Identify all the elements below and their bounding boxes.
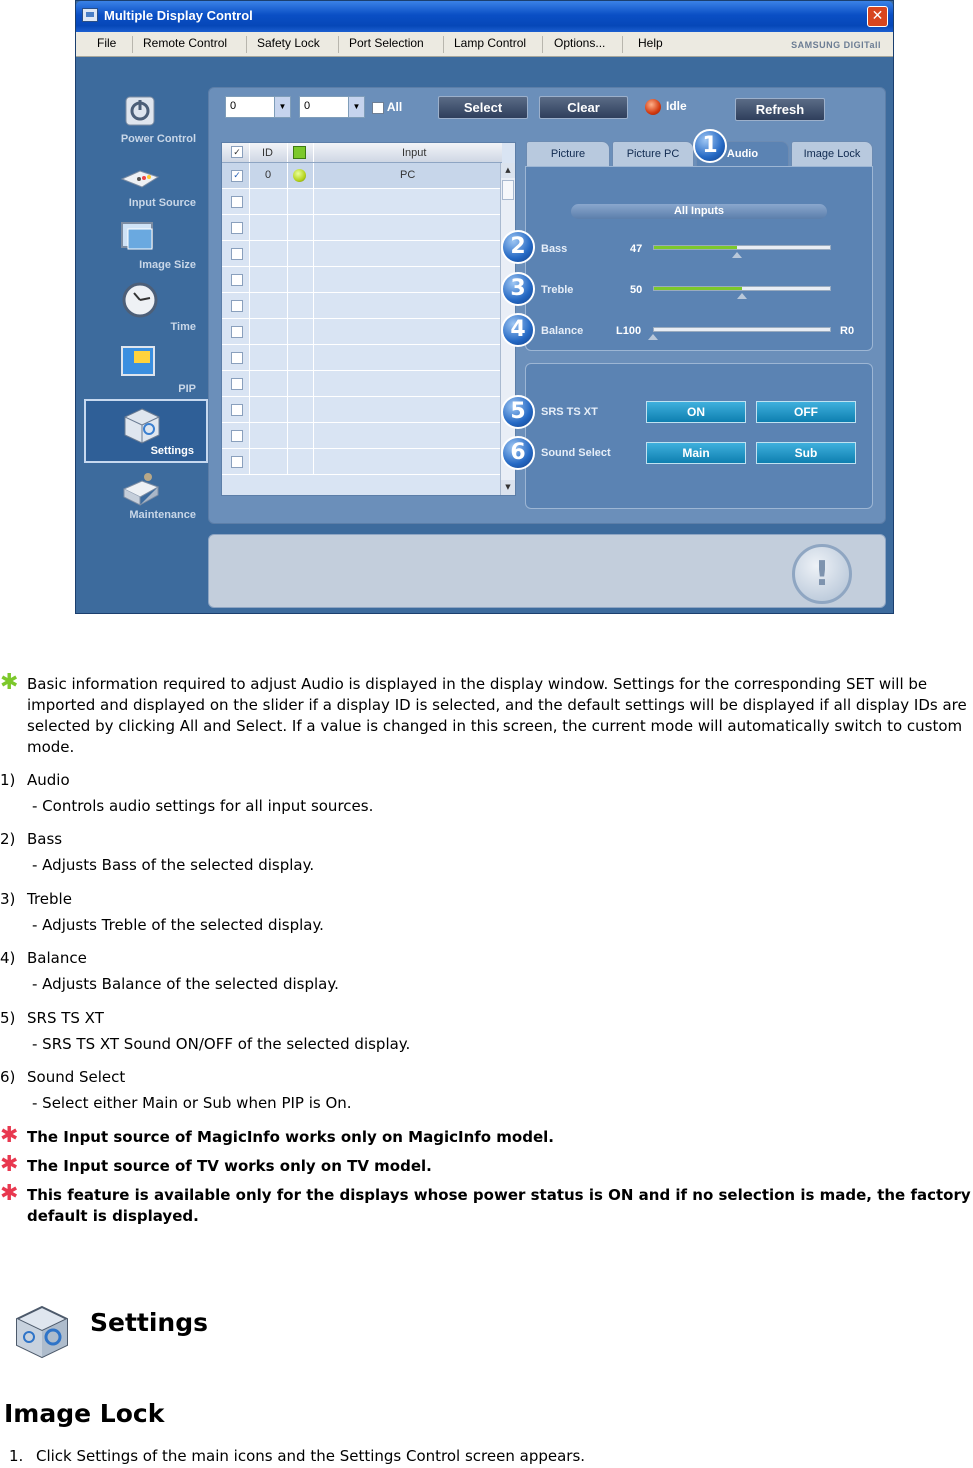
status-indicator-icon: [645, 99, 661, 115]
app-icon: [82, 8, 98, 22]
grid-cell: [314, 163, 502, 188]
item-title: Sound Select: [27, 1068, 126, 1086]
title-bar: [76, 1, 893, 32]
all-inputs-bar: All Inputs: [571, 204, 827, 219]
nav-label: Maintenance: [129, 509, 196, 521]
note-star-icon: ✱: [0, 670, 19, 695]
grid-cell: [288, 163, 314, 188]
item-description: - Controls audio settings for all input sources.: [32, 797, 374, 815]
row-checkbox[interactable]: [231, 430, 243, 442]
power-control-icon: [120, 93, 160, 131]
item-number: 2): [0, 830, 16, 848]
item-title: Balance: [27, 949, 87, 967]
tab-picture-pc[interactable]: Picture PC: [612, 141, 694, 166]
note-tv: The Input source of TV works only on TV model.: [27, 1157, 432, 1175]
display-id-from-combo[interactable]: [225, 96, 291, 118]
refresh-button[interactable]: Refresh: [735, 98, 825, 121]
item-description: - Adjusts Treble of the selected display.: [32, 916, 324, 934]
menu-port-selection[interactable]: Port Selection: [349, 36, 424, 50]
treble-label: Treble: [541, 284, 574, 296]
display-grid: [221, 142, 516, 496]
item-title: SRS TS XT: [27, 1009, 104, 1027]
balance-right-value: R0: [840, 325, 855, 337]
grid-row[interactable]: [222, 241, 502, 267]
grid-row[interactable]: [222, 319, 502, 345]
srs-label: SRS TS XT: [541, 406, 598, 418]
grid-row[interactable]: [222, 215, 502, 241]
item-description: - Adjusts Bass of the selected display.: [32, 856, 315, 874]
callout-1: 1: [693, 129, 727, 163]
menu-lamp-control[interactable]: Lamp Control: [454, 36, 527, 50]
header-power[interactable]: [288, 143, 314, 162]
maintenance-icon: [120, 469, 160, 507]
item-title: Bass: [27, 830, 63, 848]
treble-slider-fill: [654, 287, 742, 290]
menu-options[interactable]: Options...: [554, 36, 606, 50]
row-checkbox[interactable]: [231, 196, 243, 208]
power-status-icon: [293, 146, 306, 159]
nav-label: Time: [170, 321, 196, 333]
tab-audio[interactable]: Audio: [696, 141, 789, 166]
tab-picture[interactable]: Picture: [526, 141, 610, 166]
note-star-icon: ✱: [0, 1152, 19, 1177]
bass-value: 47: [630, 243, 643, 255]
menu-separator: [132, 36, 133, 53]
srs-off-button[interactable]: OFF: [756, 401, 856, 423]
bass-slider-fill: [654, 246, 737, 249]
menu-separator: [443, 36, 444, 53]
grid-cell: [250, 163, 288, 188]
item-description: - Select either Main or Sub when PIP is On.: [32, 1094, 352, 1112]
nav-pip[interactable]: [84, 337, 208, 399]
status-text: Idle: [666, 99, 687, 113]
item-number: 1): [0, 771, 16, 789]
item-title: Audio: [27, 771, 70, 789]
nav-image-size[interactable]: [84, 213, 208, 275]
chevron-down-icon[interactable]: ▼: [274, 97, 290, 117]
nav-settings[interactable]: [84, 399, 208, 463]
grid-row[interactable]: [222, 163, 502, 189]
menu-help[interactable]: Help: [638, 36, 663, 50]
row-checkbox[interactable]: [231, 378, 243, 390]
multiple-display-control-window: [75, 0, 894, 614]
nav-label: Power Control: [120, 133, 196, 145]
note-star-icon: ✱: [0, 1181, 19, 1206]
step-number: 1.: [9, 1447, 24, 1465]
all-label: All: [386, 100, 403, 114]
item-title: Treble: [27, 890, 72, 908]
balance-slider[interactable]: [653, 327, 831, 332]
header-check[interactable]: [222, 143, 250, 162]
callout-5: 5: [501, 395, 535, 429]
clear-button[interactable]: Clear: [539, 96, 628, 119]
menu-file[interactable]: File: [97, 36, 117, 50]
nav-label: PIP: [178, 383, 196, 395]
item-number: 3): [0, 890, 16, 908]
item-number: 4): [0, 949, 16, 967]
sound-options-box: [525, 363, 873, 509]
treble-slider[interactable]: [653, 286, 831, 291]
note-power-status: This feature is available only for the displays whose power status is ON and if no selection is made, the factory default is displayed.: [27, 1186, 971, 1225]
note-star-icon: ✱: [0, 1123, 19, 1148]
menu-separator: [338, 36, 339, 53]
sound-sub-button[interactable]: Sub: [756, 442, 856, 464]
input-source-icon: [120, 157, 160, 195]
row-checkbox[interactable]: [231, 326, 243, 338]
nav-input-source[interactable]: [84, 151, 208, 213]
balance-label: Balance: [541, 325, 584, 337]
settings-cube-icon: [13, 1303, 71, 1361]
item-number: 6): [0, 1068, 16, 1086]
nav-time[interactable]: [84, 275, 208, 337]
nav-maintenance[interactable]: [84, 463, 208, 525]
row-checkbox[interactable]: [231, 300, 243, 312]
scroll-down-icon[interactable]: ▼: [501, 480, 515, 495]
pip-icon: [120, 343, 160, 381]
item-description: - Adjusts Balance of the selected display.: [32, 975, 339, 993]
bass-slider[interactable]: [653, 245, 831, 250]
row-checkbox[interactable]: [231, 456, 243, 468]
image-lock-heading: Image Lock: [4, 1399, 165, 1428]
row-id: 0: [265, 169, 272, 181]
grid-row[interactable]: [222, 345, 502, 371]
settings-icon: [122, 407, 162, 445]
nav-label: Input Source: [128, 197, 196, 209]
grid-cell: [222, 163, 250, 188]
header-input[interactable]: [314, 143, 502, 162]
scroll-thumb[interactable]: [502, 180, 514, 200]
window-title: Multiple Display Control: [104, 8, 253, 23]
balance-slider-thumb[interactable]: [648, 334, 658, 340]
settings-heading: Settings: [90, 1308, 209, 1337]
grid-header: [222, 143, 502, 163]
menu-remote-control[interactable]: Remote Control: [143, 36, 228, 50]
row-checkbox[interactable]: [231, 404, 243, 416]
callout-2: 2: [501, 230, 535, 264]
all-checkbox[interactable]: [372, 100, 402, 114]
grid-row[interactable]: [222, 423, 502, 449]
row-checkbox[interactable]: ✓: [231, 170, 243, 182]
header-id[interactable]: [250, 143, 288, 162]
row-checkbox[interactable]: [231, 274, 243, 286]
intro-paragraph: Basic information required to adjust Audio is displayed in the display window. Settings for the corresponding SET will be imported and displayed on the slider if a display ID is selected, and the default settings will be displayed if all display IDs are selected by clicking All and Select. If a value is changed in this screen, the current mode will automatically switch to custom mode.: [27, 675, 967, 756]
nav-label: Image Size: [139, 259, 196, 271]
header-checkbox[interactable]: ✓: [231, 146, 243, 158]
close-button[interactable]: ✕: [867, 6, 888, 27]
image-size-icon: [120, 219, 160, 257]
select-button[interactable]: Select: [438, 96, 528, 119]
header-id-label: ID: [262, 147, 273, 159]
menu-safety-lock[interactable]: Safety Lock: [257, 36, 320, 50]
row-checkbox[interactable]: [231, 352, 243, 364]
grid-row[interactable]: [222, 189, 502, 215]
tab-image-lock[interactable]: Image Lock: [791, 141, 873, 166]
chevron-down-icon[interactable]: ▼: [348, 97, 364, 117]
menu-bar: [76, 32, 893, 57]
combo-value: 0: [304, 100, 311, 112]
item-number: 5): [0, 1009, 16, 1027]
scroll-up-icon[interactable]: ▲: [501, 163, 515, 178]
combo-value: 0: [230, 100, 237, 112]
item-description: - SRS TS XT Sound ON/OFF of the selected display.: [32, 1035, 411, 1053]
bass-slider-thumb[interactable]: [732, 252, 742, 258]
checkbox-box[interactable]: [372, 102, 384, 114]
header-input-label: Input: [402, 147, 427, 159]
step-1-text: Click Settings of the main icons and the Settings Control screen appears.: [36, 1447, 586, 1465]
nav-label: Settings: [150, 445, 194, 457]
grid-row[interactable]: [222, 397, 502, 423]
grid-row[interactable]: [222, 449, 502, 475]
balance-left-value: L100: [616, 325, 642, 337]
audio-settings-box: [525, 166, 873, 351]
grid-row[interactable]: [222, 267, 502, 293]
callout-6: 6: [501, 436, 535, 470]
treble-value: 50: [630, 284, 643, 296]
srs-on-button[interactable]: ON: [646, 401, 746, 423]
power-on-icon: [293, 169, 306, 182]
grid-row[interactable]: [222, 293, 502, 319]
callout-3: 3: [501, 272, 535, 306]
clock-icon: [120, 281, 160, 319]
sound-main-button[interactable]: Main: [646, 442, 746, 464]
note-magicinfo: The Input source of MagicInfo works only on MagicInfo model.: [27, 1128, 554, 1146]
menu-separator: [246, 36, 247, 53]
row-checkbox[interactable]: [231, 222, 243, 234]
sound-select-label: Sound Select: [541, 447, 611, 459]
brand-logo: SAMSUNG DIGITall: [791, 40, 881, 50]
bass-label: Bass: [541, 243, 568, 255]
display-id-to-combo[interactable]: [299, 96, 365, 118]
treble-slider-thumb[interactable]: [737, 293, 747, 299]
row-checkbox[interactable]: [231, 248, 243, 260]
row-input: PC: [400, 169, 416, 181]
menu-separator: [622, 36, 623, 53]
menu-separator: [542, 36, 543, 53]
warning-icon: !: [792, 544, 852, 604]
grid-row[interactable]: [222, 371, 502, 397]
nav-power-control[interactable]: [84, 87, 208, 149]
callout-4: 4: [501, 313, 535, 347]
status-panel: [208, 534, 886, 608]
